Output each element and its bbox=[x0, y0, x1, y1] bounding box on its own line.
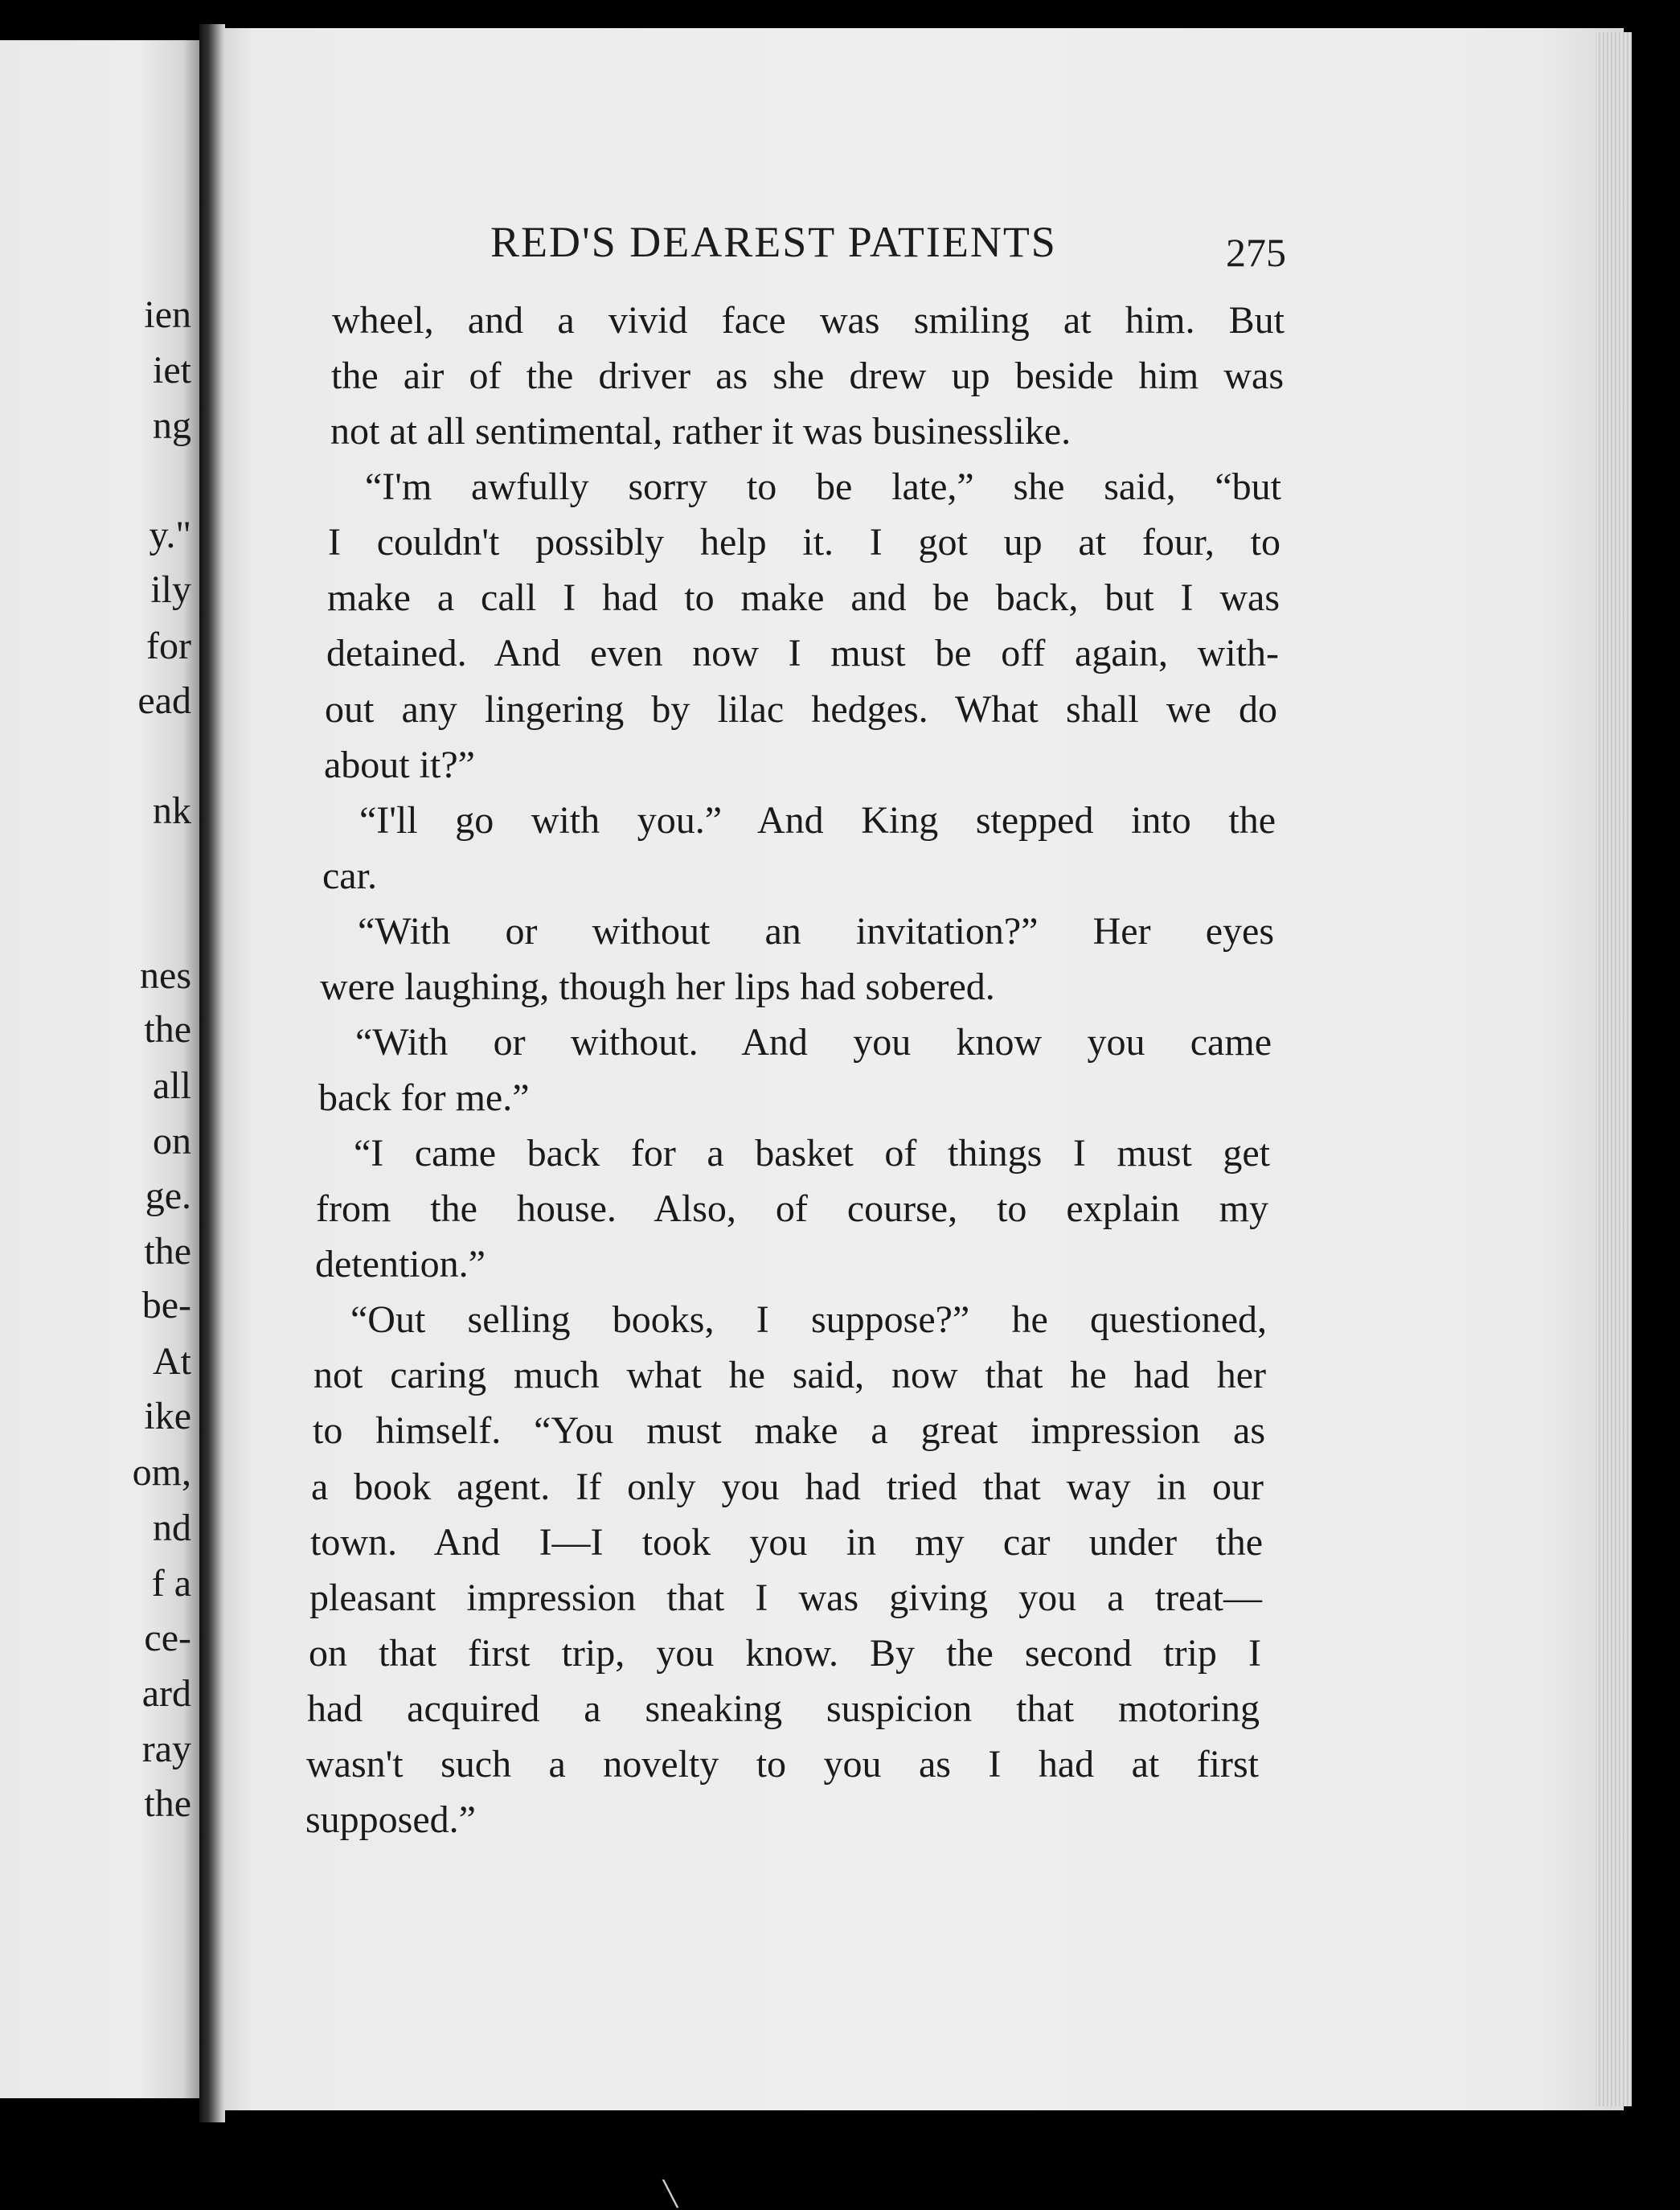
text-line: supposed.” bbox=[305, 1798, 476, 1841]
text-line: a book agent. If only you had tried that way in our bbox=[311, 1466, 1264, 1508]
text-line: back for me.” bbox=[318, 1076, 530, 1119]
left-page-fragment: ily bbox=[150, 568, 191, 611]
left-page-fragment: nes bbox=[140, 954, 191, 997]
left-facing-page bbox=[0, 40, 199, 2098]
text-line: detained. And even now I must be off again, with- bbox=[326, 632, 1279, 674]
text-line: car. bbox=[322, 855, 377, 897]
left-page-fragment: the bbox=[144, 1008, 191, 1051]
text-line: “With or without. And you know you came bbox=[355, 1021, 1272, 1064]
left-page-fragment: nk bbox=[153, 789, 191, 832]
text-line: “I came back for a basket of things I must get bbox=[354, 1132, 1270, 1175]
left-page-fragment: on bbox=[153, 1120, 191, 1162]
book-spine-gutter bbox=[199, 24, 225, 2122]
left-page-fragment: ng bbox=[153, 404, 191, 447]
left-page-fragment: ray bbox=[141, 1728, 191, 1770]
text-line: out any lingering by lilac hedges. What shall we do bbox=[325, 688, 1277, 731]
left-page-fragment: ien bbox=[144, 293, 191, 336]
left-page-fragment: the bbox=[144, 1230, 191, 1273]
left-page-fragment: the bbox=[144, 1782, 191, 1825]
text-line: “I'll go with you.” And King stepped into the bbox=[359, 799, 1276, 842]
left-page-fragment: for bbox=[146, 625, 191, 667]
left-page-fragment: iet bbox=[153, 349, 191, 392]
text-line: wheel, and a vivid face was smiling at him. But bbox=[332, 299, 1285, 342]
left-page-fragment: ike bbox=[144, 1395, 191, 1437]
text-line: from the house. Also, of course, to explain my bbox=[316, 1187, 1268, 1230]
text-line: “Out selling books, I suppose?” he questioned, bbox=[350, 1298, 1267, 1341]
text-line: make a call I had to make and be back, but I was bbox=[327, 576, 1280, 619]
text-line: I couldn't possibly help it. I got up at four, to bbox=[328, 521, 1280, 564]
running-head: RED'S DEAREST PATIENTS bbox=[490, 218, 1057, 266]
left-page-fragment: be- bbox=[141, 1284, 191, 1326]
left-page-fragment: y." bbox=[149, 514, 191, 556]
text-line: “With or without an invitation?” Her eyes bbox=[358, 910, 1274, 953]
text-line: the air of the driver as she drew up beside him was bbox=[331, 355, 1284, 397]
cursor-mark: ╲ bbox=[663, 2180, 678, 2208]
text-line: not at all sentimental, rather it was businesslike. bbox=[330, 410, 1072, 453]
text-line: on that first trip, you know. By the second trip I bbox=[309, 1632, 1261, 1675]
left-page-fragment: ard bbox=[141, 1672, 191, 1715]
left-page-fragment: ge. bbox=[145, 1175, 191, 1217]
text-line: not caring much what he said, now that he had her bbox=[313, 1354, 1266, 1396]
text-line: detention.” bbox=[315, 1243, 486, 1285]
left-page-fragment: ce- bbox=[144, 1617, 191, 1659]
left-page-fragment: nd bbox=[153, 1507, 191, 1549]
text-line: to himself. “You must make a great impression as bbox=[313, 1409, 1265, 1452]
text-line: “I'm awfully sorry to be late,” she said, “but bbox=[365, 465, 1281, 508]
text-line: had acquired a sneaking suspicion that motoring bbox=[307, 1687, 1260, 1730]
page-edges bbox=[1596, 32, 1632, 2106]
text-line: pleasant impression that I was giving you a treat— bbox=[309, 1577, 1262, 1619]
left-page-fragment: om, bbox=[132, 1451, 191, 1494]
text-line: were laughing, though her lips had sobered. bbox=[320, 966, 995, 1008]
left-page-fragment: f a bbox=[151, 1562, 191, 1605]
text-line: wasn't such a novelty to you as I had at first bbox=[306, 1743, 1259, 1786]
left-page-fragment: ead bbox=[137, 679, 191, 722]
text-line: town. And I—I took you in my car under the bbox=[310, 1521, 1263, 1564]
left-page-fragment: At bbox=[153, 1340, 191, 1383]
page-number: 275 bbox=[1226, 230, 1286, 275]
text-line: about it?” bbox=[324, 744, 475, 786]
left-page-fragment: all bbox=[153, 1064, 191, 1107]
